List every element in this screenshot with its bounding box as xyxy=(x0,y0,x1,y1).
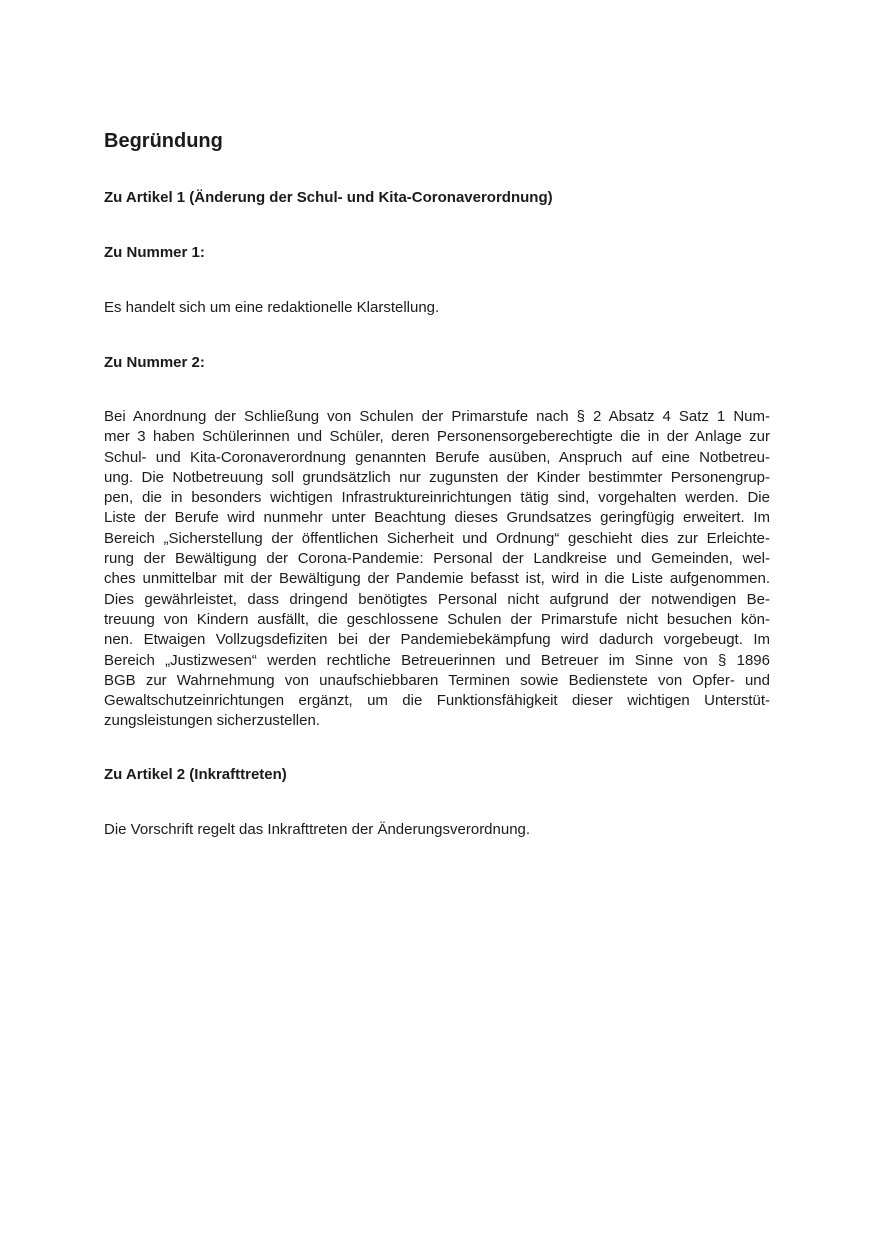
paragraph-line: Schul- und Kita-Coronaverordnung genannten Berufe ausüben, Anspruch auf eine Notbetreu- xyxy=(104,448,770,466)
paragraph-nummer-2 xyxy=(104,407,770,732)
paragraph-line: treuung von Kindern ausfällt, die geschlossene Schulen der Primarstufe nicht besuchen kön- xyxy=(104,610,770,628)
paragraph-nummer-1: Es handelt sich um eine redaktionelle Klarstellung. xyxy=(104,299,440,316)
paragraph-line: ung. Die Notbetreuung soll grundsätzlich nur zugunsten der Kinder bestimmter Personengrup- xyxy=(104,468,770,486)
section-heading-artikel-2: Zu Artikel 2 (Inkrafttreten) xyxy=(104,766,287,783)
paragraph-line: mer 3 haben Schülerinnen und Schüler, deren Personensorgeberechtigte die in der Anlage zur xyxy=(104,428,770,446)
section-heading-nummer-2: Zu Nummer 2: xyxy=(104,354,205,371)
paragraph-line: Bereich „Sicherstellung der öffentlichen Sicherheit und Ordnung“ geschieht dies zur Erleichte- xyxy=(104,529,770,547)
section-heading-nummer-1: Zu Nummer 1: xyxy=(104,244,205,261)
paragraph-line: Liste der Berufe wird nunmehr unter Beachtung dieses Grundsatzes geringfügig erweitert. Im xyxy=(104,509,770,527)
paragraph-line: rung der Bewältigung der Corona-Pandemie: Personal der Landkreise und Gemeinden, wel- xyxy=(104,550,770,568)
paragraph-line: BGB zur Wahrnehmung von unaufschiebbaren Terminen sowie Bedienstete von Opfer- und xyxy=(104,671,770,689)
document-title: Begründung xyxy=(104,130,223,152)
paragraph-line: Gewaltschutzeinrichtungen ergänzt, um die Funktionsfähigkeit dieser wichtigen Unterstüt- xyxy=(104,692,770,710)
paragraph-line: pen, die in besonders wichtigen Infrastruktureinrichtungen tätig sind, vorgehalten werden. Die xyxy=(104,489,770,507)
paragraph-line: Bei Anordnung der Schließung von Schulen der Primarstufe nach § 2 Absatz 4 Satz 1 Num- xyxy=(104,408,770,425)
section-heading-artikel-1: Zu Artikel 1 (Änderung der Schul- und Kita-Coronaverordnung) xyxy=(104,189,553,206)
paragraph-line: ches unmittelbar mit der Bewältigung der Pandemie befasst ist, wird in die Liste aufgenommen. xyxy=(104,570,770,588)
paragraph-artikel-2: Die Vorschrift regelt das Inkrafttreten der Änderungsverordnung. xyxy=(104,821,531,838)
paragraph-line: Dies gewährleistet, dass dringend benötigtes Personal nicht aufgrund der notwendigen Be- xyxy=(104,590,770,608)
paragraph-line: nen. Etwaigen Vollzugsdefiziten bei der Pandemiebekämpfung wird dadurch vorgebeugt. Im xyxy=(104,631,770,649)
paragraph-line: Bereich „Justizwesen“ werden rechtliche Betreuerinnen und Betreuer im Sinne von § 1896 xyxy=(104,651,770,669)
paragraph-line: zungsleistungen sicherzustellen. xyxy=(104,712,320,730)
